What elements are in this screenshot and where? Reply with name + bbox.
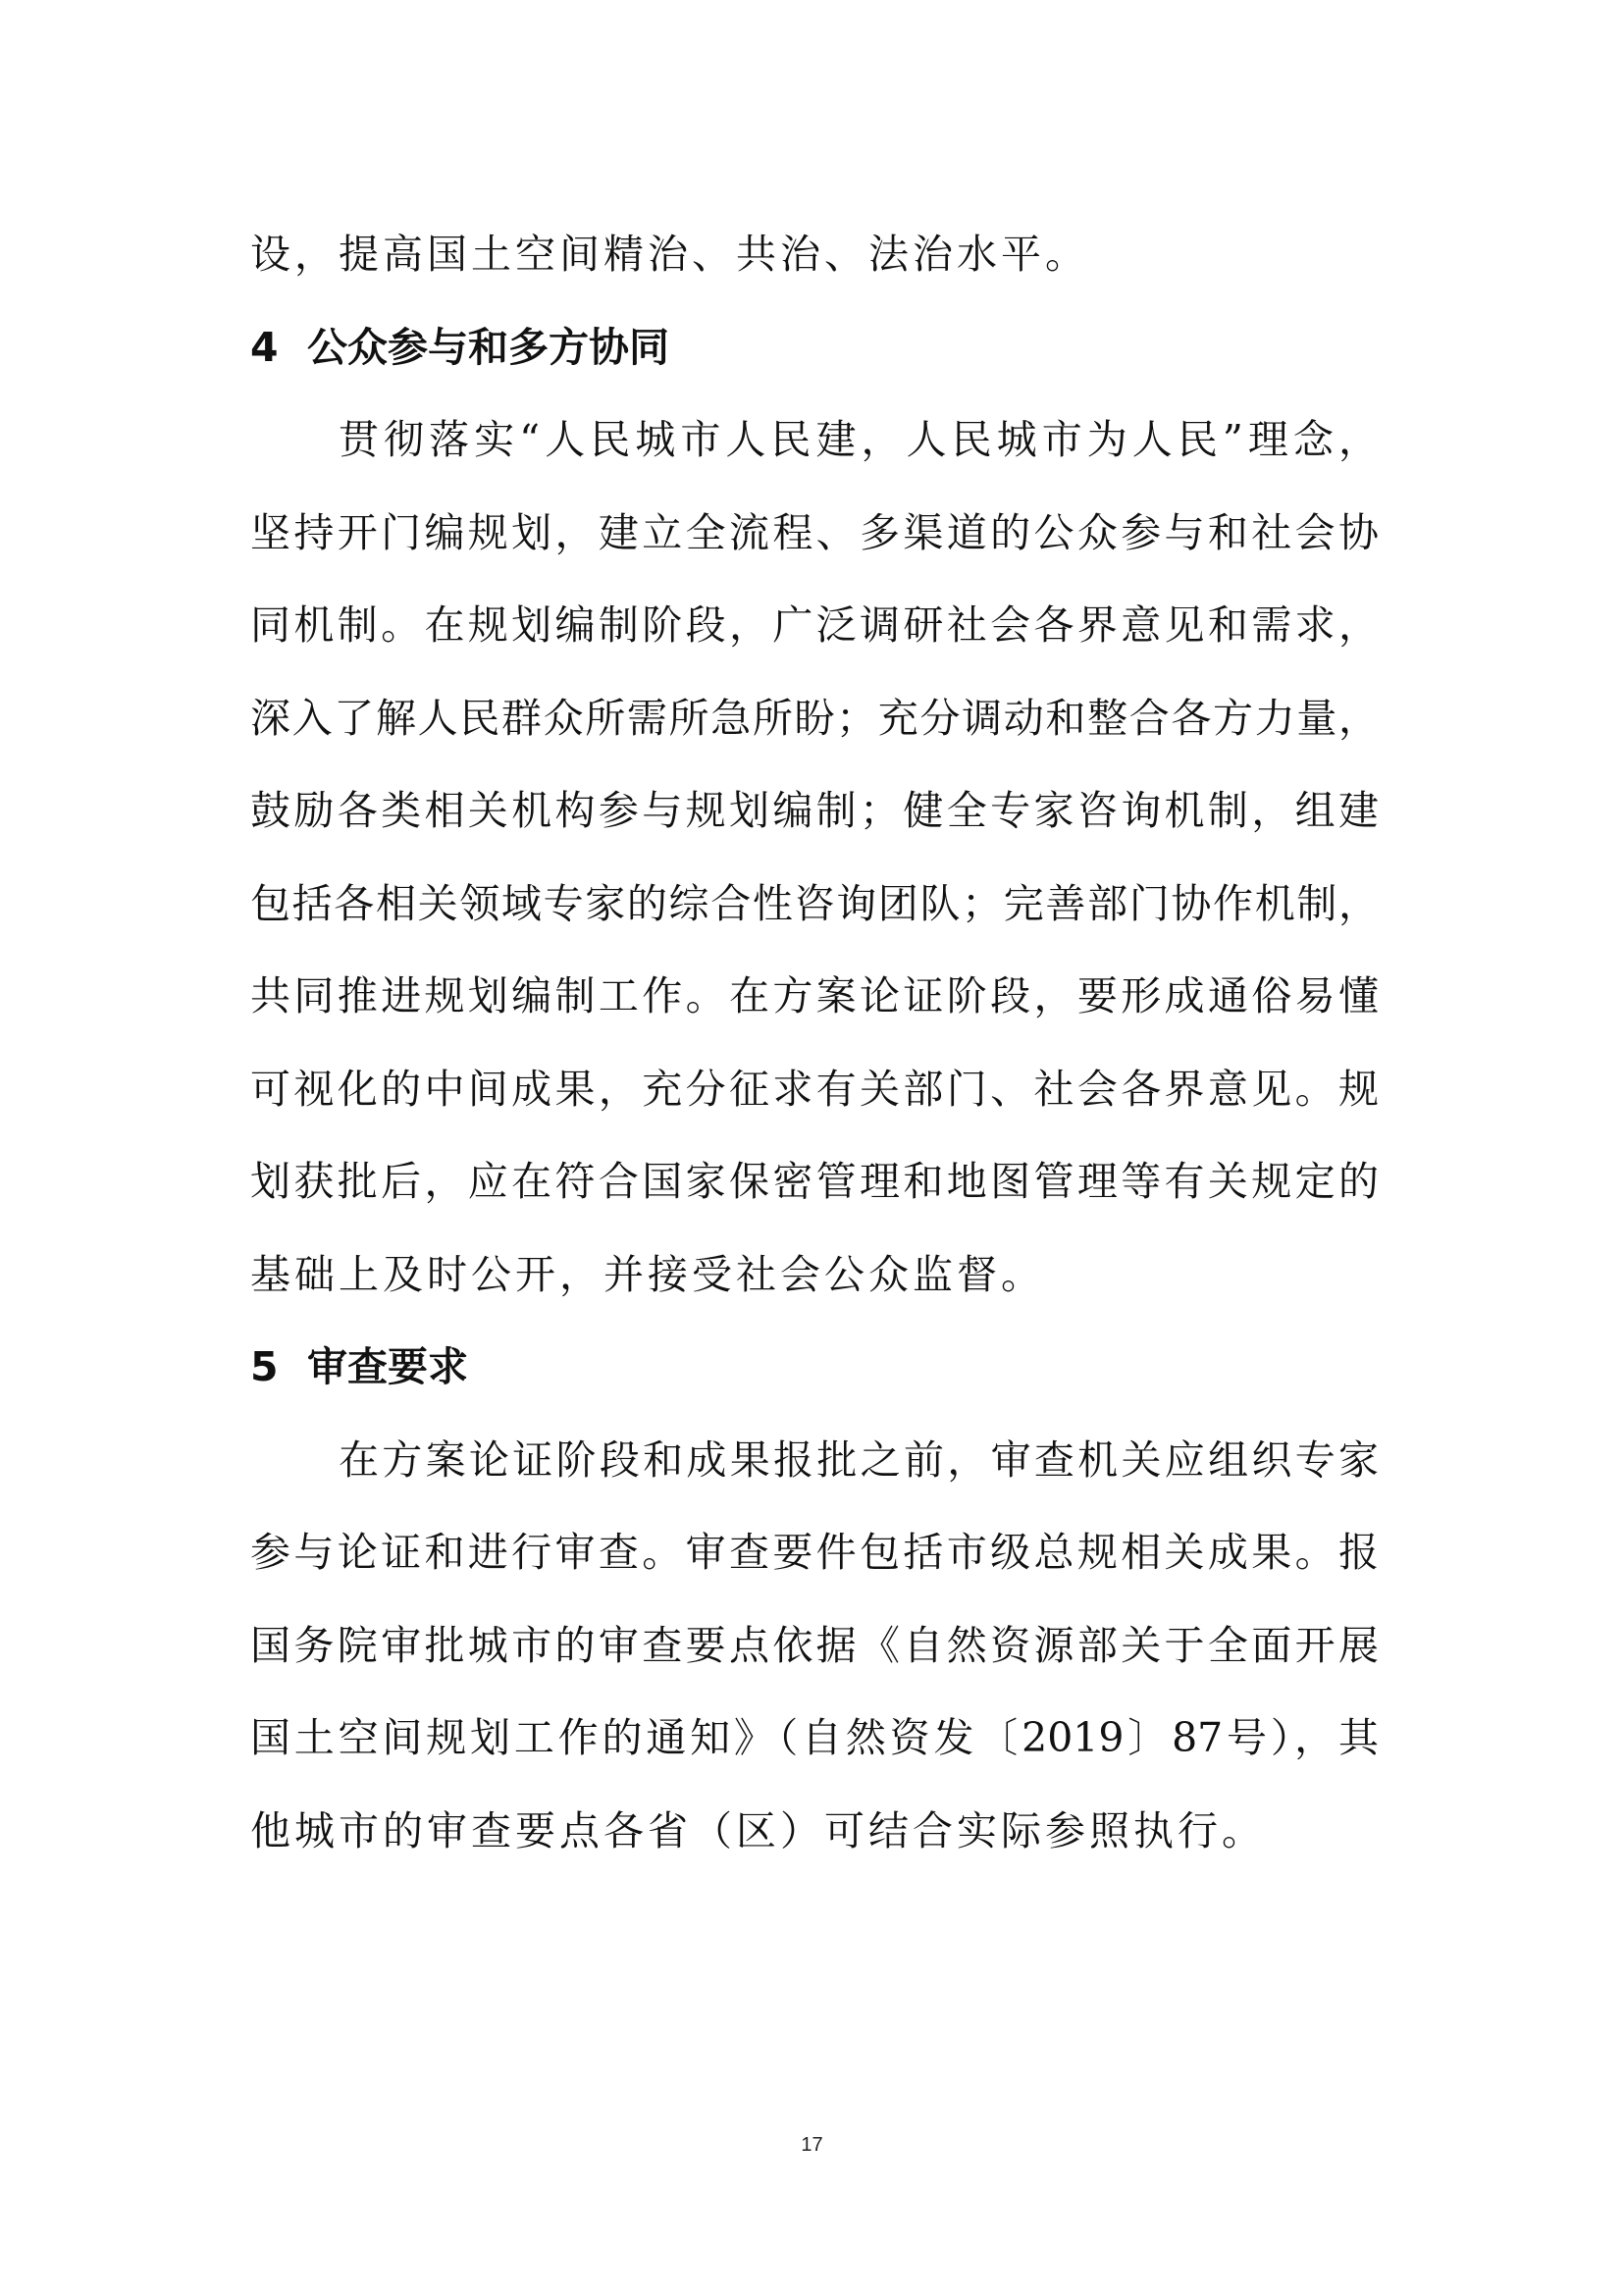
paragraph-line: 同机制。在规划编制阶段，广泛调研社会各界意见和需求，	[250, 601, 1379, 649]
paragraph-line: 划获批后，应在符合国家保密管理和地图管理等有关规定的	[250, 1158, 1379, 1205]
paragraph-line: 坚持开门编规划，建立全流程、多渠道的公众参与和社会协	[250, 508, 1379, 556]
page-content	[250, 208, 1379, 1877]
section-heading-4	[250, 301, 1379, 394]
paragraph-line: 共同推进规划编制工作。在方案论证阶段，要形成通俗易懂	[250, 972, 1379, 1019]
section-heading-5	[250, 1321, 1379, 1414]
paragraph-line: 国土空间规划工作的通知》（自然资发〔2019〕87号），其	[250, 1714, 1379, 1761]
paragraph-line: 他城市的审查要点各省（区）可结合实际参照执行。	[250, 1806, 1266, 1854]
paragraph-line: 可视化的中间成果，充分征求有关部门、社会各界意见。规	[250, 1065, 1379, 1113]
paragraph-line: 深入了解人民群众所需所急所盼；充分调动和整合各方力量，	[250, 694, 1379, 742]
paragraph-line: 设，提高国土空间精治、共治、法治水平。	[250, 231, 1089, 278]
section-number: 4	[250, 323, 279, 371]
paragraph-line: 在方案论证阶段和成果报批之前，审查机关应组织专家	[339, 1435, 1379, 1484]
section-title: 公众参与和多方协同	[307, 323, 669, 371]
section-title: 审查要求	[307, 1343, 468, 1390]
paragraph-line: 基础上及时公开，并接受社会公众监督。	[250, 1250, 1045, 1298]
paragraph-line: 包括各相关领域专家的综合性咨询团队；完善部门协作机制，	[250, 879, 1379, 927]
paragraph-line: 贯彻落实“人民城市人民建，人民城市为人民”理念，	[339, 416, 1379, 463]
paragraph-line: 参与论证和进行审查。审查要件包括市级总规相关成果。报	[250, 1529, 1379, 1576]
page-number: 17	[801, 2134, 823, 2156]
paragraph-line: 国务院审批城市的审查要点依据《自然资源部关于全面开展	[250, 1621, 1379, 1669]
section-number: 5	[250, 1343, 279, 1390]
paragraph-line: 鼓励各类相关机构参与规划编制；健全专家咨询机制，组建	[250, 787, 1379, 834]
